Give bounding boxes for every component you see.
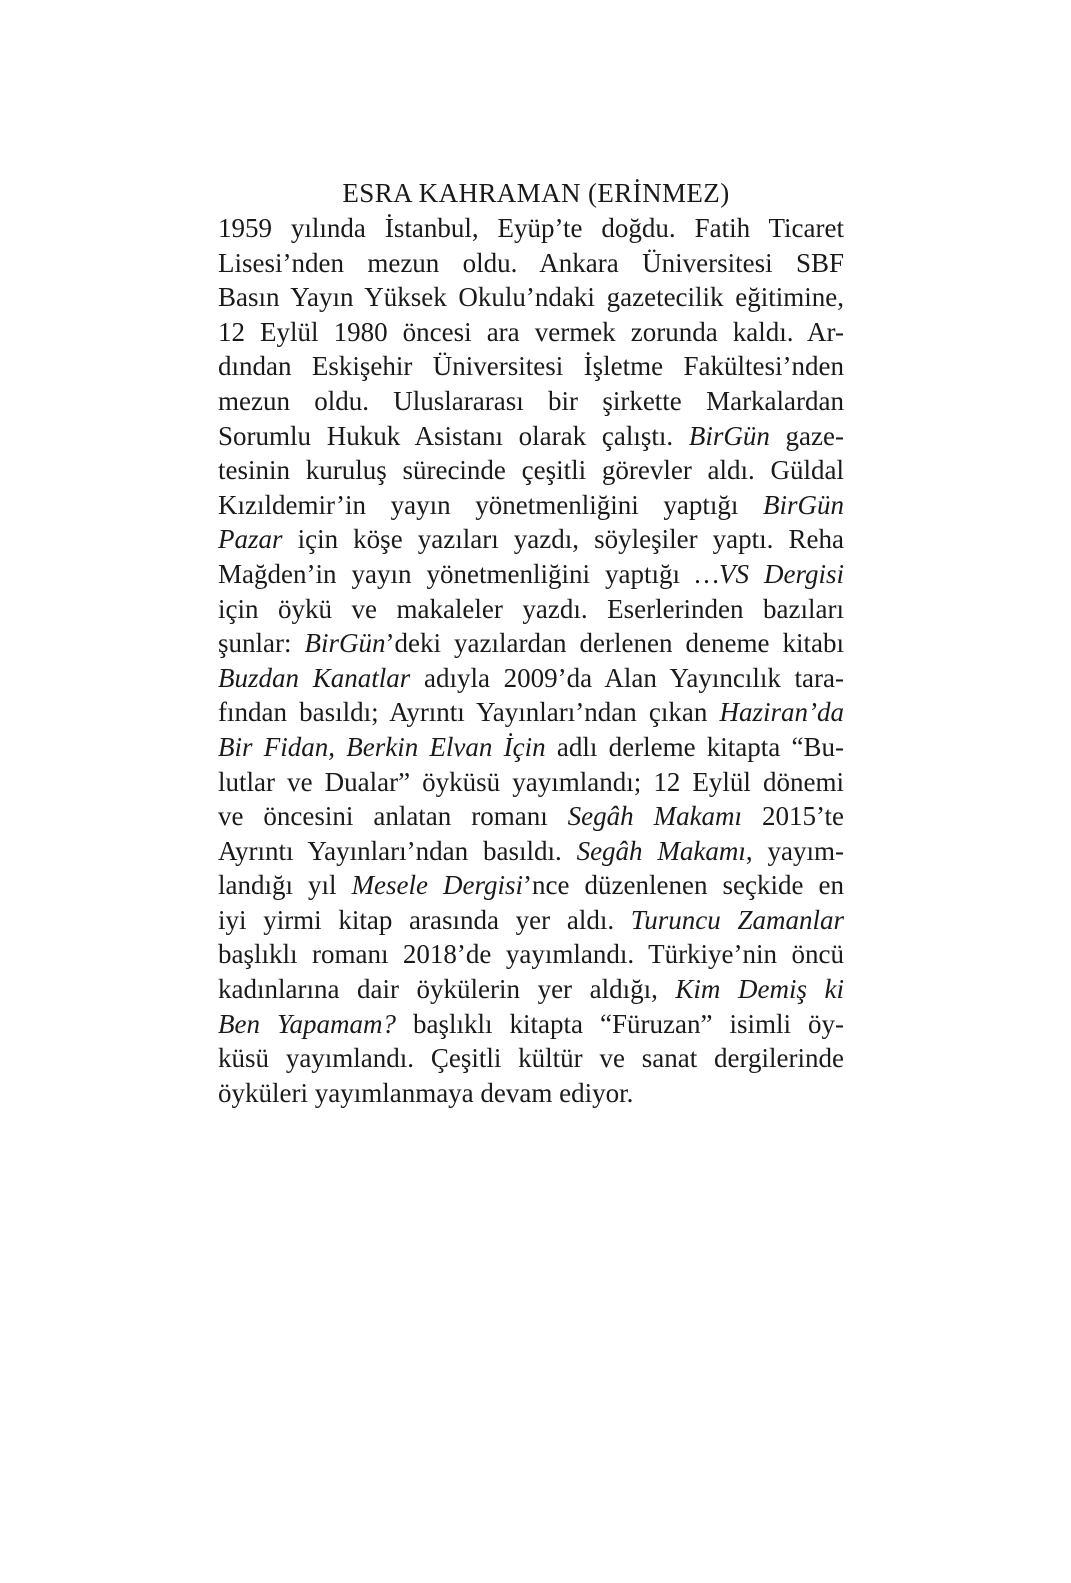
text-run: ’deki yazılardan derlenen deneme kitabı	[385, 628, 844, 659]
text-run: fından basıldı; Ayrıntı Yayınları’ndan çıkan	[218, 697, 720, 728]
italic-title-text: Pazar	[218, 524, 283, 555]
text-run: Basın Yayın Yüksek Okulu’ndaki gazetecilik eğitimine,	[218, 282, 844, 313]
text-run: adıyla 2009’da Alan Yayıncılık tara-	[410, 662, 844, 693]
text-run: Kızıldemir’in yayın yönetmenliğini yaptığı	[218, 489, 763, 520]
italic-title-text: BirGün	[304, 628, 386, 659]
biography-text	[218, 211, 844, 1110]
text-run: 1959 yılında İstanbul, Eyüp’te doğdu. Fatih Ticaret	[218, 213, 844, 243]
biography-line	[218, 211, 844, 246]
biography-line	[218, 799, 844, 834]
biography-line	[218, 419, 844, 454]
biography-line	[218, 557, 844, 592]
biography-line	[218, 488, 844, 523]
biography-line	[218, 868, 844, 903]
italic-title-text: BirGün	[763, 489, 844, 520]
text-run: başlıklı romanı 2018’de yayımlandı. Türkiye’nin öncü	[218, 939, 844, 970]
italic-title-text: Turuncu Zamanlar	[630, 904, 844, 935]
biography-line	[218, 384, 844, 419]
biography-line	[218, 280, 844, 315]
text-run: mezun oldu. Uluslararası bir şirkette Markalardan	[218, 385, 844, 416]
text-run: Sorumlu Hukuk Asistanı olarak çalıştı.	[218, 420, 689, 451]
italic-title-text: Bir Fidan, Berkin Elvan İçin	[218, 731, 546, 762]
text-run: 12 Eylül 1980 öncesi ara vermek zorunda kaldı. Ar-	[218, 316, 844, 347]
text-run: kadınlarına dair öykülerin yer aldığı,	[218, 974, 676, 1005]
italic-title-text: BirGün	[688, 420, 770, 451]
biography-line	[218, 522, 844, 557]
text-run: dından Eskişehir Üniversitesi İşletme Fakültesi’nden	[218, 351, 844, 382]
text-run: ve öncesini anlatan romanı	[218, 801, 568, 832]
text-run: başlıklı kitapta “Füruzan” isimli öy-	[396, 1008, 845, 1039]
text-run: iyi yirmi kitap arasında yer aldı.	[218, 904, 631, 935]
biography-line	[218, 592, 844, 627]
text-run: ’nce düzenlenen seçkide en	[523, 870, 844, 901]
italic-title-text: Segâh Makamı	[567, 801, 743, 832]
biography-line	[218, 1007, 844, 1042]
italic-title-text: Kim Demiş ki	[675, 974, 845, 1005]
text-run: şunlar:	[218, 628, 305, 659]
biography-line	[218, 626, 844, 661]
text-run: Ayrıntı Yayınları’ndan basıldı.	[218, 835, 577, 866]
text-run: için öykü ve makaleler yazdı. Eserlerinden bazıları	[218, 593, 844, 624]
biography-line	[218, 972, 844, 1007]
author-name-heading: ESRA KAHRAMAN (ERİNMEZ)	[342, 178, 730, 208]
italic-title-text: Segâh Makamı	[576, 835, 746, 866]
biography-line	[218, 315, 844, 350]
biography-line	[218, 349, 844, 384]
italic-title-text: …VS Dergisi	[694, 558, 844, 589]
biography-line	[218, 903, 844, 938]
italic-title-text: Mesele Dergisi	[351, 870, 524, 901]
biography-line	[218, 246, 844, 281]
italic-title-text: Ben Yapamam?	[218, 1008, 397, 1039]
text-run: için köşe yazıları yazdı, söyleşiler yaptı. Reha	[282, 524, 844, 555]
author-biography-block	[218, 176, 844, 1110]
text-run: 2015’te	[742, 801, 844, 832]
italic-title-text: Haziran’da	[719, 697, 844, 728]
biography-line	[218, 937, 844, 972]
italic-title-text: Buzdan Kanatlar	[218, 662, 411, 693]
biography-line	[218, 730, 844, 765]
biography-line	[218, 661, 844, 696]
text-run: öyküleri yayımlanmaya devam ediyor.	[218, 1077, 634, 1108]
biography-line	[218, 1076, 844, 1111]
text-run: landığı yıl	[218, 870, 352, 901]
text-run: adlı derleme kitapta “Bu-	[545, 731, 844, 762]
biography-line	[218, 834, 844, 869]
text-run: tesinin kuruluş sürecinde çeşitli görevler aldı. Güldal	[218, 455, 844, 486]
text-run: küsü yayımlandı. Çeşitli kültür ve sanat dergilerinde	[218, 1043, 844, 1074]
biography-line	[218, 1041, 844, 1076]
text-run: Mağden’in yayın yönetmenliğini yaptığı	[218, 558, 695, 589]
biography-line	[218, 453, 844, 488]
biography-line	[218, 695, 844, 730]
text-run: Lisesi’nden mezun oldu. Ankara Üniversitesi SBF	[218, 247, 844, 278]
biography-line	[218, 765, 844, 800]
text-run: , yayım-	[745, 835, 844, 866]
text-run: gaze-	[769, 420, 844, 451]
text-run: lutlar ve Dualar” öyküsü yayımlandı; 12 Eylül dönemi	[218, 766, 844, 797]
